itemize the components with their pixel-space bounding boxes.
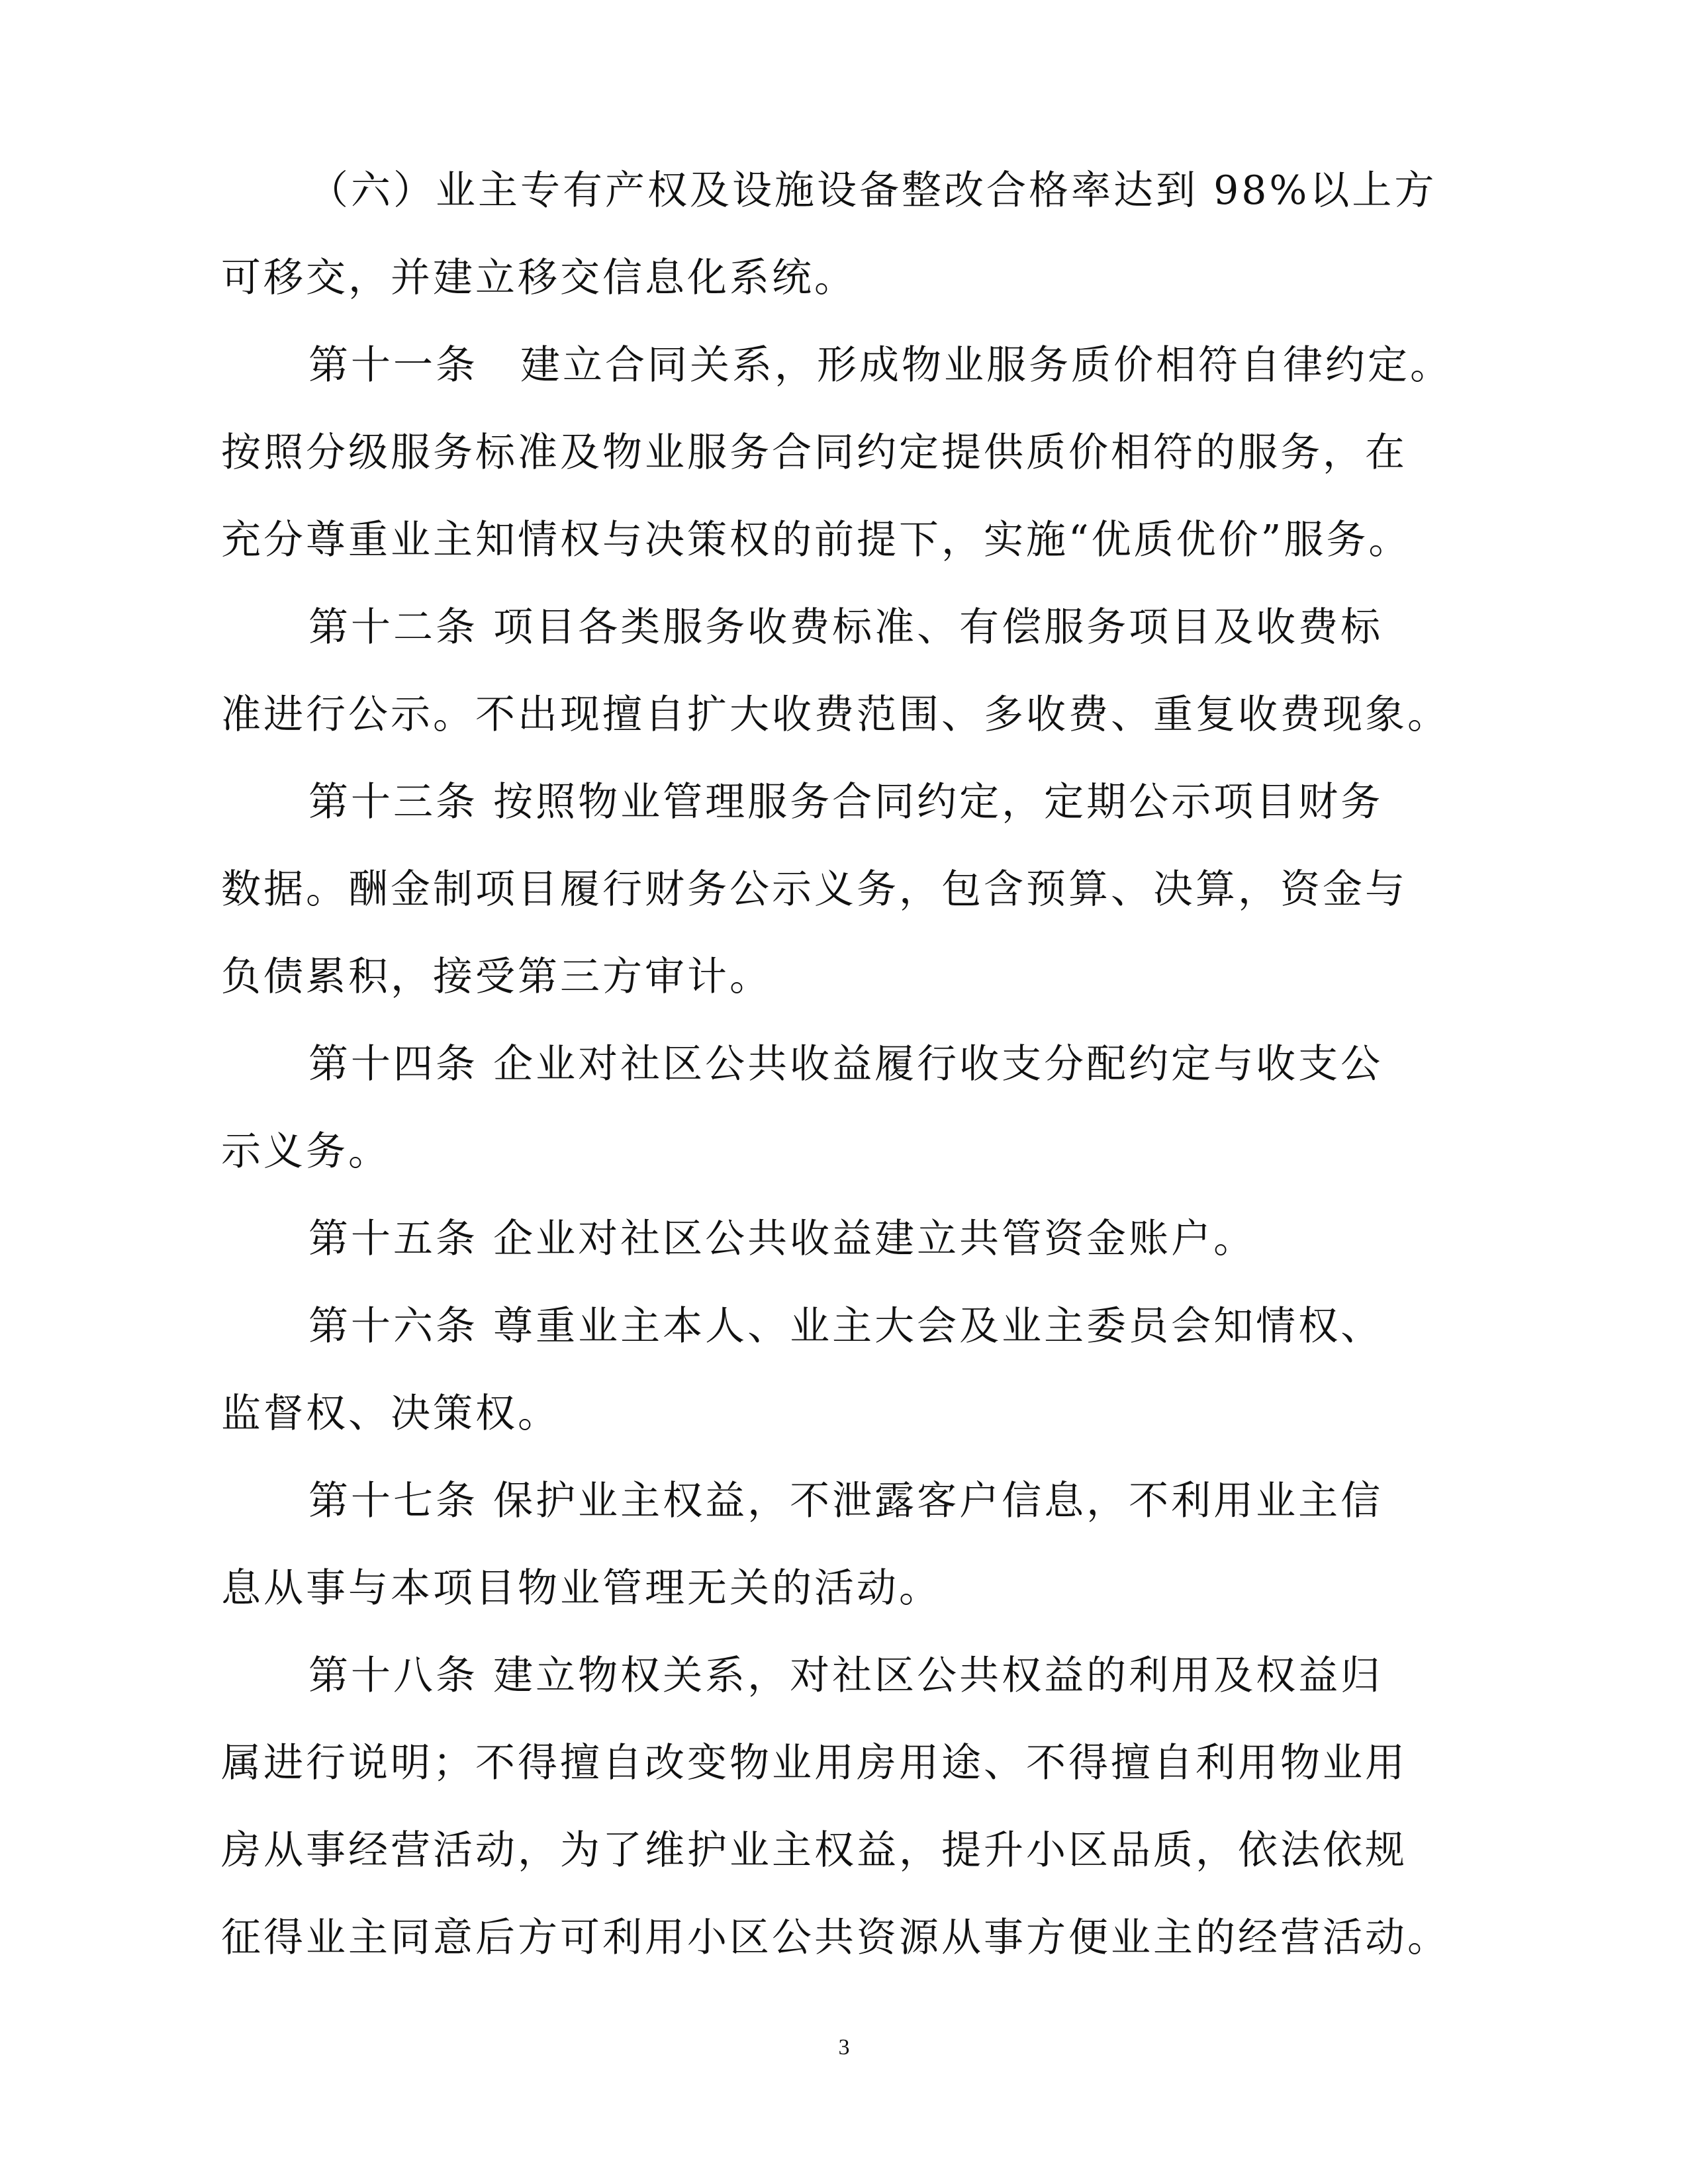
text-line: 第十五条 企业对社区公共收益建立共管资金账户。	[308, 1216, 1256, 1262]
text-line: 数据。酬金制项目履行财务公示义务，包含预算、决算，资金与	[221, 866, 1407, 913]
text-line: 第十八条 建立物权关系，对社区公共权益的利用及权益归	[308, 1653, 1383, 1699]
text-line: 属进行说明；不得擅自改变物业用房用途、不得擅自利用物业用	[221, 1740, 1407, 1786]
text-line: 房从事经营活动，为了维护业主权益，提升小区品质，依法依规	[221, 1827, 1407, 1874]
text-line: 征得业主同意后方可利用小区公共资源从事方便业主的经营活动。	[221, 1915, 1450, 1961]
text-line: 按照分级服务标准及物业服务合同约定提供质价相符的服务，在	[221, 430, 1407, 476]
page-number: 3	[838, 2035, 850, 2060]
text-line: （六）业主专有产权及设施设备整改合格率达到 98%以上方	[308, 167, 1437, 214]
text-line: 息从事与本项目物业管理无关的活动。	[221, 1565, 941, 1612]
text-line: 监督权、决策权。	[221, 1390, 560, 1437]
text-line: 第十六条 尊重业主本人、业主大会及业主委员会知情权、	[308, 1303, 1383, 1349]
text-line: 准进行公示。不出现擅自扩大收费范围、多收费、重复收费现象。	[221, 692, 1450, 738]
text-line: 第十三条 按照物业管理服务合同约定，定期公示项目财务	[308, 779, 1383, 825]
text-line: 充分尊重业主知情权与决策权的前提下，实施“优质优价”服务。	[221, 517, 1411, 563]
text-line: 第十二条 项目各类服务收费标准、有偿服务项目及收费标	[308, 604, 1383, 651]
text-line: 第十一条 建立合同关系，形成物业服务质价相符自律约定。	[308, 342, 1452, 388]
text-line: 可移交，并建立移交信息化系统。	[221, 255, 857, 301]
text-line: 第十七条 保护业主权益，不泄露客户信息，不利用业主信	[308, 1478, 1383, 1524]
text-line: 负债累积，接受第三方审计。	[221, 954, 772, 1000]
text-line: 第十四条 企业对社区公共收益履行收支分配约定与收支公	[308, 1041, 1383, 1087]
text-line: 示义务。	[221, 1128, 391, 1175]
